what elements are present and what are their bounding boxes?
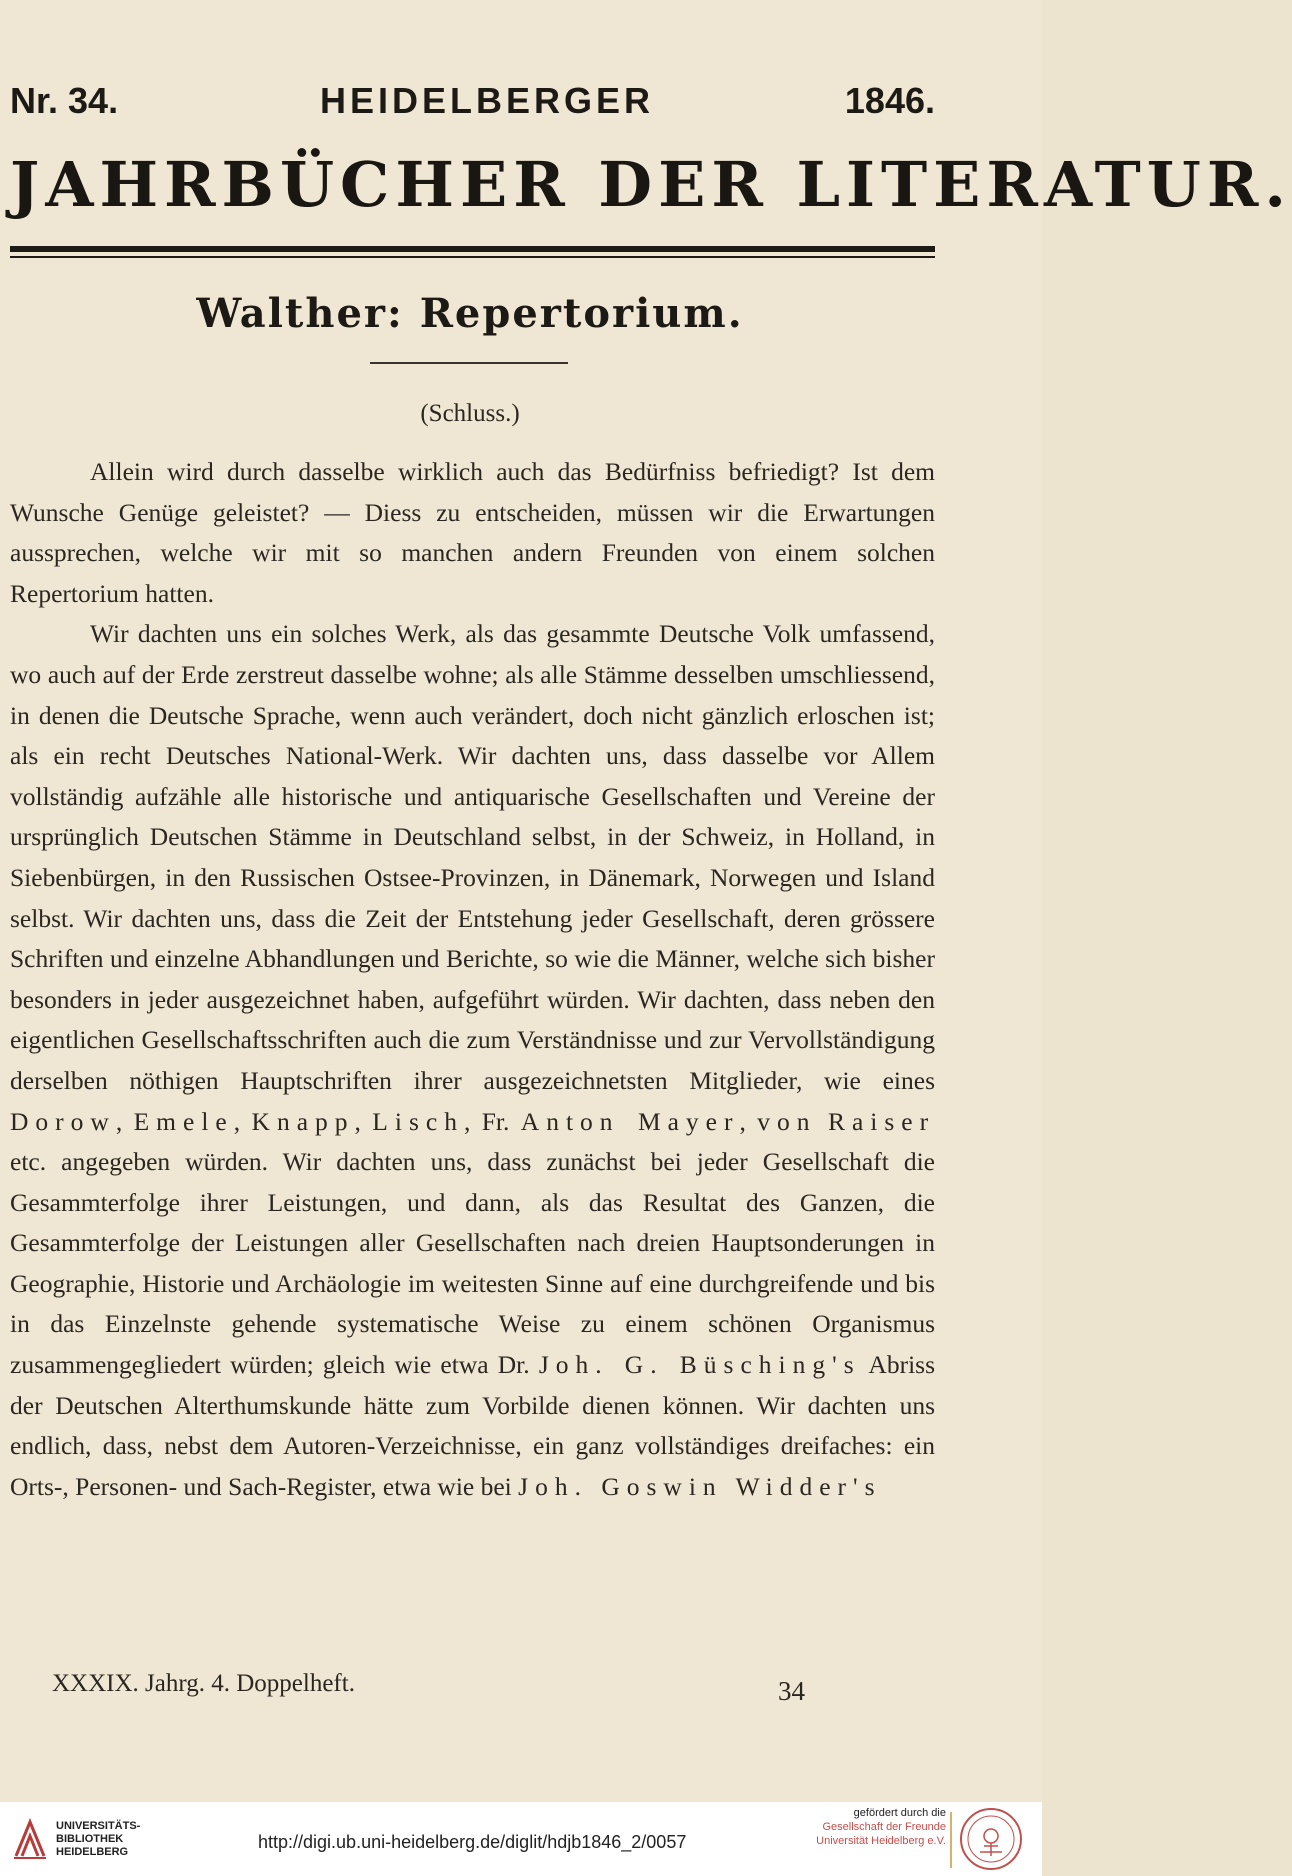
continuation-note: (Schluss.) (420, 400, 520, 427)
paragraph-2: Wir dachten uns ein solches Werk, als das gesammte Deutsche Volk umfassend, wo auch auf der Erde zerstreut dasselbe wohne; als alle Stämme desselben umschliessend, in denen die Deutsche Sprache, wenn auch verändert, doch nicht gänzlich erloschen ist; als ein recht Deutsches National-Werk. Wir dachten uns, dass dasselbe vor Allem vollständig aufzähle alle historische und antiquarische Gesellschaften und Vereine der ursprünglich Deutschen Stämme in Deutschland selbst, in der Schweiz, in Holland, in Siebenbürgen, in den Russischen Ostsee-Provinzen, in Dänemark, Norwegen und Island selbst. Wir dachten uns, dass die Zeit der Entstehung jeder Gesellschaft, deren grössere Schriften und einzelne Abhandlungen und Berichte, so wie die Männer, welche sich bisher besonders in jeder ausgezeichnet haben, aufgeführt würden. Wir dachten, dass neben den eigentlichen Gesellschaftsschriften auch die zum Verständnisse und zur Vervollständigung derselben nöthigen Hauptschriften ihrer ausgezeichnetsten Mitglieder, wie eines Dorow, Emele, Knapp, Lisch, Fr. Anton Mayer, von Raiser etc. angegeben würden. Wir dachten uns, dass zunächst bei jeder Gesellschaft die Gesammterfolge ihrer Leistungen, und dann, als das Resultat des Ganzen, die Gesammterfolge der Leistungen aller Gesellschaften nach dreien Hauptsonderungen in Geographie, Historie und Archäologie im weitesten Sinne auf eine durchgreifende und bis in das Einzelnste gehende systematische Weise zu einem schönen Organismus zusammengegliedert würden; gleich wie etwa Dr. Joh. G. Büsching's Abriss der Deutschen Alterthumskunde hätte zum Vorbilde dienen können. Wir dachten uns endlich, dass, nebst dem Autoren-Verzeichnisse, ein ganz vollständiges dreifaches: ein Orts-, Personen- und Sach-Register, etwa wie bei Joh. Goswin Widder's (10, 619, 936, 1501)
person-name-emele: Emele (133, 1106, 234, 1136)
article-body (10, 452, 935, 1507)
title-rule-thin (10, 256, 935, 258)
signature-mark: XXXIX. Jahrg. 4. Doppelheft. (52, 1670, 355, 1697)
issue-year: 1846. (844, 80, 935, 121)
title-rule-thick (10, 246, 935, 252)
person-name-mayer: Anton Mayer (520, 1106, 740, 1136)
sponsor-credit: gefördert durch die Gesellschaft der Freunde Universität Heidelberg e.V. (816, 1807, 946, 1847)
person-name-raiser: Raiser (827, 1106, 936, 1136)
permalink-url[interactable]: http://digi.ub.uni-heidelberg.de/diglit/hdjb1846_2/0057 (258, 1832, 687, 1852)
issue-number: Nr. 34. (10, 80, 119, 121)
paragraph-2-part-2: etc. angegeben würden. Wir dachten uns, dass zunächst bei jeder Gesellschaft die Gesammterfolge ihrer Leistungen, und dann, als das Resultat des Ganzen, die Gesammterfolge der Leistungen aller Gesellschaften nach dreien Hauptsonderungen in Geographie, Historie und Archäologie im weitesten Sinne auf eine durchgreifende und bis in das Einzelnste gehende systematische Weise zu einem schönen Organismus zusammengegliedert würden; gleich wie etwa Dr. (10, 1147, 935, 1380)
paragraph-1: Allein wird durch dasselbe wirklich auch das Bedürfniss befriedigt? Ist dem Wunsche Genüge geleistet? — Diess zu entscheiden, müssen wir die Erwartungen aussprechen, welche wir mit so manchen andern Freunden von einem solchen Repertorium hatten. (10, 457, 935, 608)
paragraph-2-part-3: Abriss der Deutschen Alterthumskunde hätte zum Vorbilde dienen können. Wir dachten uns endlich, dass, nebst dem Autoren-Verzeichnisse, ein ganz vollständiges dreifaches: ein Orts-, Personen- und Sach-Register, etwa wie bei (10, 1350, 935, 1501)
journal-place: HEIDELBERGER (320, 80, 655, 121)
library-logo-icon (12, 1816, 48, 1862)
person-name-widder: Joh. Goswin Widder's (518, 1471, 882, 1501)
article-heading: Walther: Repertorium. (196, 290, 744, 337)
banner-divider (950, 1812, 952, 1868)
person-name-dorow: Dorow (10, 1106, 116, 1136)
journal-title: JAHRBÜCHER DER LITERATUR. (10, 148, 1292, 221)
word-von: von (757, 1106, 817, 1136)
person-name-lisch: Lisch (372, 1106, 464, 1136)
paragraph-2-part-1: Wir dachten uns ein solches Werk, als das gesammte Deutsche Volk umfassend, wo auch auf der Erde zerstreut dasselbe wohne; als alle Stämme desselben umschliessend, in denen die Deutsche Sprache, wenn auch verändert, doch nicht gänzlich erloschen ist; als ein recht Deutsches National-Werk. Wir dachten uns, dass dasselbe vor Allem vollständig aufzähle alle historische und antiquarische Gesellschaften und Vereine der ursprünglich Deutschen Stämme in Deutschland selbst, in der Schweiz, in Holland, in Siebenbürgen, in den Russischen Ostsee-Provinzen, in Dänemark, Norwegen und Island selbst. Wir dachten uns, dass die Zeit der Entstehung jeder Gesellschaft, deren grössere Schriften und einzelne Abhandlungen und Berichte, so wie die Männer, welche sich bisher besonders in jeder ausgezeichnet haben, aufgeführt würden. Wir dachten, dass neben den eigentlichen Gesellschaftsschriften auch die zum Verständnisse und zur Vervollständigung derselben nöthigen Hauptschriften ihrer ausgezeichnetsten Mitglieder, wie eines (10, 619, 935, 1095)
page-number: 34 (778, 1676, 805, 1706)
page-footer (52, 1670, 882, 1704)
heading-divider (370, 362, 568, 364)
masthead (10, 80, 935, 120)
person-name-buesching: Joh. G. Büsching's (538, 1350, 861, 1380)
person-name-knapp: Knapp (251, 1106, 355, 1136)
abbreviation-fr: Fr. (481, 1106, 510, 1136)
library-name: UNIVERSITÄTS- BIBLIOTHEK HEIDELBERG (56, 1820, 141, 1858)
digitization-banner (0, 1802, 1042, 1876)
university-seal-icon (958, 1806, 1024, 1872)
